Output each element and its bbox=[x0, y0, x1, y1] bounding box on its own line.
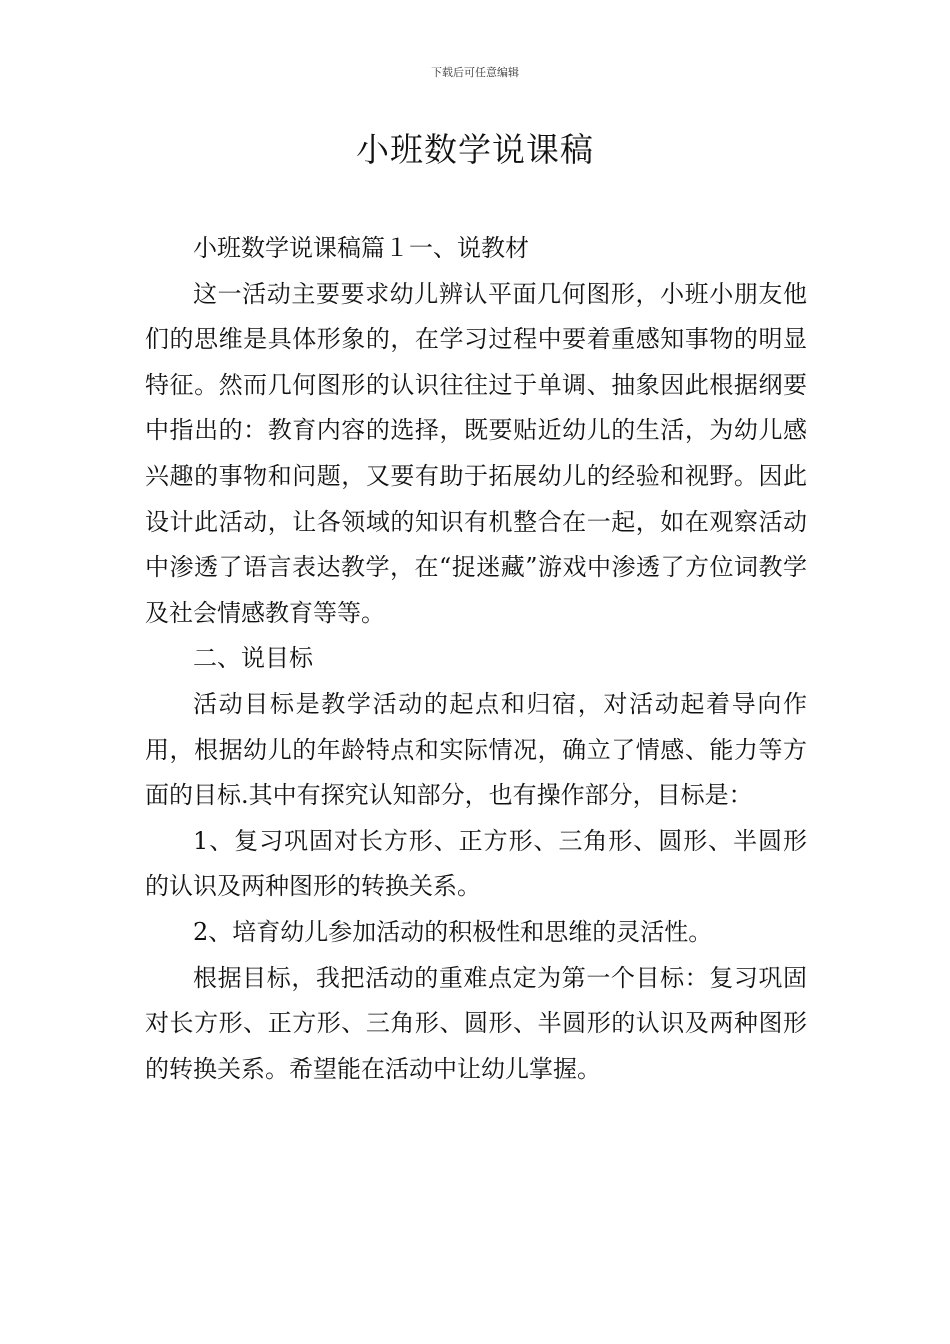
paragraph-key-points: 根据目标，我把活动的重难点定为第一个目标：复习巩固对长方形、正方形、三角形、圆形、半圆形的认识及两种图形的转换关系。希望能在活动中让幼儿掌握。 bbox=[145, 963, 807, 1083]
paragraph-materials: 这一活动主要要求幼儿辨认平面几何图形，小班小朋友他们的思维是具体形象的，在学习过程中要着重感知事物的明显特征。然而几何图形的认识往往过于单调、抽象因此根据纲要中指出的：教育内容的选择，既要贴近幼儿的生活，为幼儿感兴趣的事物和问题，又要有助于拓展幼儿的经验和视野。因此设计此活动，让各领域的知识有机整合在一起，如在观察活动中渗透了语言表达教学，在“捉迷藏”游戏中渗透了方位词教学及社会情感教育等等。 bbox=[145, 279, 807, 627]
paragraph-goals-intro: 活动目标是教学活动的起点和归宿，对活动起着导向作用，根据幼儿的年龄特点和实际情况，确立了情感、能力等方面的目标.其中有探究认知部分，也有操作部分，目标是： bbox=[145, 689, 807, 810]
document-title: 小班数学说课稿 bbox=[356, 130, 594, 169]
paragraph-section-heading-goals: 二、说目标 bbox=[193, 644, 313, 673]
paragraph-goal-2: 2、培育幼儿参加活动的积极性和思维的灵活性。 bbox=[193, 917, 713, 946]
paragraph-goal-1: 1、复习巩固对长方形、正方形、三角形、圆形、半圆形的认识及两种图形的转换关系。 bbox=[145, 826, 807, 901]
paragraph-section-heading-materials: 小班数学说课稿篇１一、说教材 bbox=[193, 234, 529, 262]
header-note: 下载后可任意编辑 bbox=[431, 66, 519, 79]
document-body bbox=[145, 226, 807, 1092]
